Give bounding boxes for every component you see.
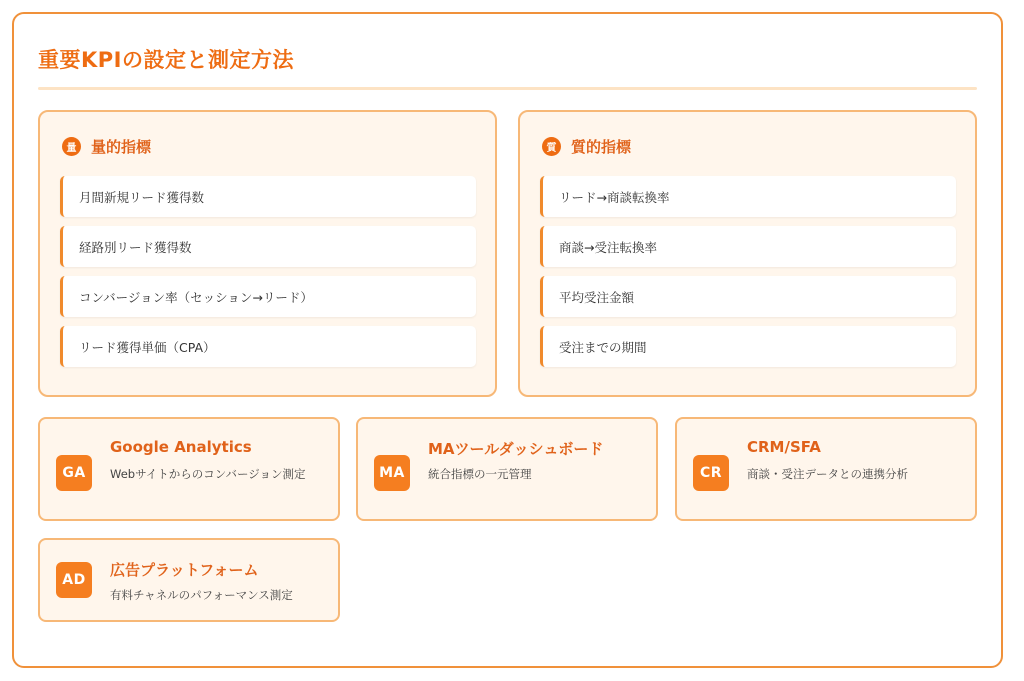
tool-card-ma-dashboard bbox=[356, 417, 658, 521]
list-item: 受注までの期間 bbox=[540, 326, 956, 367]
tool-name: 広告プラットフォーム bbox=[110, 561, 259, 579]
quantitative-title: 量的指標 bbox=[91, 138, 152, 156]
list-item: 月間新規リード獲得数 bbox=[60, 176, 476, 217]
quantitative-list bbox=[60, 176, 476, 376]
tool-name: Google Analytics bbox=[110, 438, 252, 456]
tool-description: 有料チャネルのパフォーマンス測定 bbox=[110, 588, 293, 602]
ga-icon: GA bbox=[56, 455, 92, 491]
tool-card-crm-sfa bbox=[675, 417, 977, 521]
list-item: リード獲得単価（CPA） bbox=[60, 326, 476, 367]
cr-icon: CR bbox=[693, 455, 729, 491]
tool-description: 商談・受注データとの連携分析 bbox=[747, 467, 908, 481]
list-item: 商談→受注転換率 bbox=[540, 226, 956, 267]
qualitative-title: 質的指標 bbox=[571, 138, 632, 156]
tool-description: Webサイトからのコンバージョン測定 bbox=[110, 467, 306, 481]
qualitative-kpi-panel bbox=[518, 110, 977, 397]
quantitative-kpi-panel bbox=[38, 110, 497, 397]
tool-name: MAツールダッシュボード bbox=[428, 440, 604, 458]
tool-card-ad-platform bbox=[38, 538, 340, 622]
tool-name: CRM/SFA bbox=[747, 438, 821, 456]
list-item: コンバージョン率（セッション→リード） bbox=[60, 276, 476, 317]
tool-card-google-analytics bbox=[38, 417, 340, 521]
list-item: リード→商談転換率 bbox=[540, 176, 956, 217]
page-title: 重要KPIの設定と測定方法 bbox=[38, 48, 294, 72]
tool-description: 統合指標の一元管理 bbox=[428, 467, 532, 481]
qualitative-header bbox=[542, 136, 631, 157]
ma-icon: MA bbox=[374, 455, 410, 491]
qualitative-badge-icon: 質 bbox=[542, 137, 561, 156]
quantitative-badge-icon: 量 bbox=[62, 137, 81, 156]
list-item: 平均受注金額 bbox=[540, 276, 956, 317]
list-item: 経路別リード獲得数 bbox=[60, 226, 476, 267]
ad-icon: AD bbox=[56, 562, 92, 598]
title-divider bbox=[38, 87, 977, 90]
quantitative-header bbox=[62, 136, 151, 157]
qualitative-list bbox=[540, 176, 956, 376]
